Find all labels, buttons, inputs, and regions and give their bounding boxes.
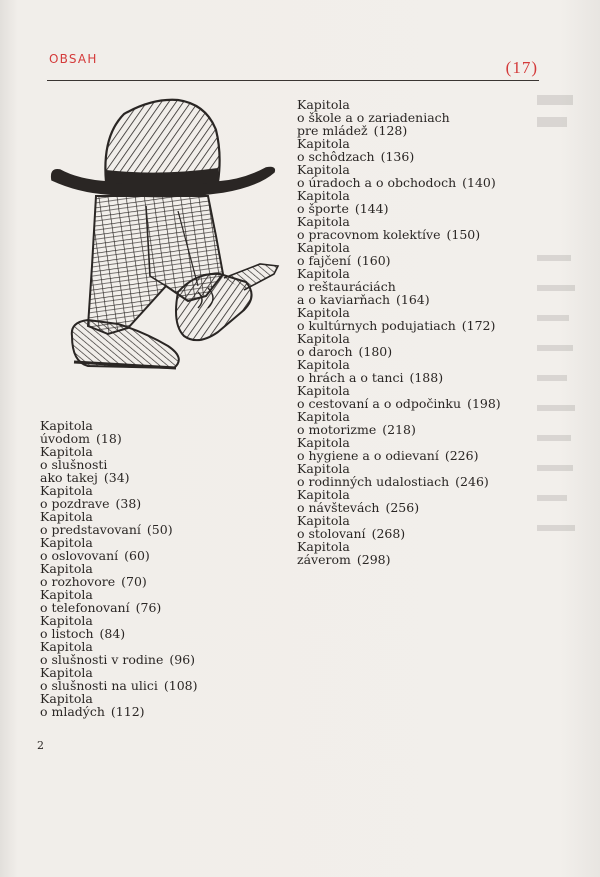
chapter-label: Kapitola — [297, 383, 350, 398]
chapter-page-number: (60) — [124, 548, 150, 563]
toc-entry — [297, 436, 501, 462]
toc-entry — [297, 358, 501, 384]
toc-entry — [297, 306, 501, 332]
toc-entry — [40, 666, 198, 692]
chapter-page-number: (140) — [462, 175, 496, 190]
chapter-title-text: o mladých — [40, 704, 105, 719]
chapter-title-text: záverom — [297, 552, 351, 567]
chapter-label: Kapitola — [297, 331, 350, 346]
toc-entry — [297, 267, 501, 306]
toc-entry — [297, 215, 501, 241]
chapter-label: Kapitola — [297, 409, 350, 424]
toc-entry — [40, 484, 198, 510]
chapter-page-number: (96) — [169, 652, 196, 667]
chapter-page-number: (268) — [371, 526, 406, 541]
toc-entry — [40, 419, 198, 445]
chapter-label: Kapitola — [40, 691, 93, 706]
chapter-title-text: o pracovnom kolektíve — [297, 227, 441, 242]
chapter-label: Kapitola — [40, 483, 93, 498]
chapter-title — [40, 705, 198, 718]
toc-entry — [297, 98, 501, 137]
chapter-page-number: (34) — [103, 470, 130, 485]
chapter-page-number: (160) — [356, 253, 391, 268]
chapter-page-number: (298) — [356, 552, 391, 567]
chapter-label: Kapitola — [297, 357, 350, 372]
chapter-title — [297, 553, 501, 566]
chapter-title-text: o škole a o zariadeniach — [297, 110, 450, 125]
chapter-page-number: (180) — [358, 344, 393, 359]
chapter-label: Kapitola — [297, 136, 350, 151]
chapter-page-number: (188) — [409, 370, 444, 385]
chapter-page-number: (76) — [135, 600, 162, 615]
chapter-label: Kapitola — [297, 487, 350, 502]
chapter-label: Kapitola — [40, 418, 93, 433]
chapter-title-text: o motorizme — [297, 422, 377, 437]
chapter-page-number: (150) — [446, 227, 481, 242]
chapter-page-number: (18) — [96, 431, 122, 446]
chapter-title-text: o reštauráciách — [297, 279, 396, 294]
chapter-label: Kapitola — [40, 639, 93, 654]
chapter-title-text: o listoch — [40, 626, 94, 641]
chapter-title-text: o hrách a o tanci — [297, 370, 404, 385]
toc-entry — [40, 588, 198, 614]
chapter-page-number: (226) — [444, 448, 479, 463]
chapter-title-text: o telefonovaní — [40, 600, 130, 615]
chapter-title-text: o daroch — [297, 344, 353, 359]
toc-entry — [40, 445, 198, 484]
chapter-title-text: pre mládež — [297, 123, 368, 138]
toc-entry — [297, 163, 501, 189]
chapter-label: Kapitola — [297, 240, 350, 255]
chapter-title-text: o schôdzach — [297, 149, 375, 164]
chapter-label: Kapitola — [40, 561, 93, 576]
toc-left-column — [40, 419, 198, 718]
chapter-page-number: (70) — [121, 574, 147, 589]
toc-entry — [297, 189, 501, 215]
chapter-title-text: o slušnosti v rodine — [40, 652, 164, 667]
chapter-page-number: (50) — [146, 522, 173, 537]
toc-entry — [297, 462, 501, 488]
chapter-label: Kapitola — [40, 613, 93, 628]
chapter-title-text: o kultúrnych podujatiach — [297, 318, 456, 333]
chapter-title-text: o návštevách — [297, 500, 380, 515]
chapter-page-number: (136) — [380, 149, 415, 164]
chapter-label: Kapitola — [297, 305, 350, 320]
chapter-title-text: o úradoch a o obchodoch — [297, 175, 457, 190]
toc-entry — [40, 510, 198, 536]
chapter-title-text: o oslovovaní — [40, 548, 119, 563]
chapter-label: Kapitola — [297, 97, 350, 112]
toc-entry — [297, 384, 501, 410]
page-number: (17) — [505, 58, 538, 77]
chapter-page-number: (38) — [115, 496, 142, 511]
chapter-page-number: (108) — [163, 678, 198, 693]
toc-entry — [40, 562, 198, 588]
chapter-page-number: (84) — [99, 626, 126, 641]
toc-entry — [297, 137, 501, 163]
chapter-title-text: o rozhovore — [40, 574, 116, 589]
chapter-page-number: (198) — [467, 396, 501, 411]
bleed-through-text — [537, 95, 577, 695]
chapter-page-number: (172) — [461, 318, 496, 333]
chapter-title-text: úvodom — [40, 431, 91, 446]
chapter-page-number: (256) — [385, 500, 420, 515]
chapter-label: Kapitola — [297, 188, 350, 203]
chapter-label: Kapitola — [297, 435, 350, 450]
chapter-title-text: o predstavovaní — [40, 522, 141, 537]
chapter-page-number: (112) — [110, 704, 145, 719]
toc-right-column — [297, 98, 501, 566]
chapter-title-text: o stolovaní — [297, 526, 366, 541]
chapter-label: Kapitola — [297, 214, 350, 229]
chapter-title-text: o pozdrave — [40, 496, 110, 511]
chapter-page-number: (164) — [396, 292, 430, 307]
toc-entry — [40, 536, 198, 562]
chapter-title-text: o hygiene a o odievaní — [297, 448, 439, 463]
toc-entry — [40, 640, 198, 666]
chapter-title-text: ako takej — [40, 470, 98, 485]
chapter-title-text: o slušnosti na ulici — [40, 678, 158, 693]
chapter-label: Kapitola — [40, 587, 93, 602]
toc-entry — [297, 540, 501, 566]
chapter-page-number: (144) — [354, 201, 389, 216]
chapter-label: Kapitola — [297, 162, 350, 177]
chapter-page-number: (246) — [455, 474, 489, 489]
chapter-label: Kapitola — [297, 266, 350, 281]
chapter-title-text: o slušnosti — [40, 457, 108, 472]
chapter-title-text: o športe — [297, 201, 349, 216]
toc-entry — [297, 410, 501, 436]
chapter-label: Kapitola — [40, 665, 93, 680]
chapter-page-number: (218) — [382, 422, 416, 437]
chapter-title-text: o fajčení — [297, 253, 351, 268]
folio-number: 2 — [37, 739, 44, 752]
chapter-label: Kapitola — [40, 509, 93, 524]
chapter-label: Kapitola — [297, 513, 350, 528]
hat-with-legs-illustration — [48, 96, 288, 382]
chapter-label: Kapitola — [297, 461, 350, 476]
header-rule — [47, 80, 539, 81]
toc-entry — [40, 692, 198, 718]
toc-entry — [297, 332, 501, 358]
toc-entry — [40, 614, 198, 640]
chapter-label: Kapitola — [40, 444, 93, 459]
toc-entry — [297, 514, 501, 540]
toc-entry — [297, 488, 501, 514]
chapter-label: Kapitola — [40, 535, 93, 550]
chapter-title-text: o rodinných udalostiach — [297, 474, 450, 489]
toc-entry — [297, 241, 501, 267]
chapter-page-number: (128) — [373, 123, 408, 138]
chapter-title-text: o cestovaní a o odpočinku — [297, 396, 462, 411]
chapter-label: Kapitola — [297, 539, 350, 554]
page-title: OBSAH — [49, 52, 98, 66]
chapter-title-text: a o kaviarňach — [297, 292, 390, 307]
